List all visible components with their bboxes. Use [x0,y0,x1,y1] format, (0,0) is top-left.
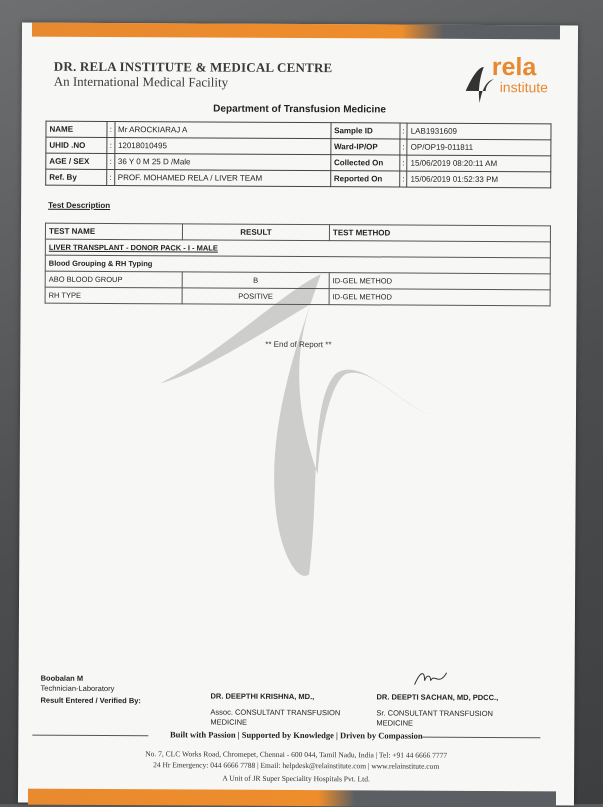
doctor2-name: DR. DEEPTI SACHAN, MD, PDCC., [376,692,499,703]
footer-color-bar [28,789,556,807]
doctor2-block [376,692,498,729]
test-name: ABO BLOOD GROUP [45,271,182,288]
logo-subword: institute [499,79,549,96]
info-value: 12018010495 [114,138,330,155]
info-colon: : [107,169,114,185]
test-result: POSITIVE [182,288,329,305]
info-colon: : [107,121,114,137]
info-value: OP/OP19-011811 [407,139,551,156]
table-row [45,287,550,306]
info-label: Sample ID [331,123,400,139]
info-label: Collected On [330,155,399,171]
info-label: UHID .NO [46,137,107,153]
patient-info-table [45,121,551,189]
info-value: LAB1931609 [407,123,551,140]
test-method: ID-GEL METHOD [329,289,550,306]
info-colon: : [107,153,114,169]
info-value: 36 Y 0 M 25 D /Male [114,154,330,171]
info-label: Ward-IP/OP [330,139,399,155]
handwritten-signature-icon [411,667,451,691]
hospital-subtitle: An International Medical Facility [53,73,229,90]
panel-name: LIVER TRANSPLANT - DONOR PACK - I - MALE [45,239,550,258]
footer-address-line3: A Unit of JR Super Speciality Hospitals Pvt. Ltd. [222,773,370,784]
technician-block [40,674,141,707]
header-result: RESULT [182,224,329,241]
info-colon: : [400,171,407,187]
end-of-report: ** End of Report ** [265,339,332,350]
info-label: NAME [46,121,107,137]
info-value: 15/06/2019 08:20:11 AM [407,155,551,172]
doctor1-name: DR. DEEPTHI KRISHNA, MD., [210,691,315,702]
doctor2-role-line1: Sr. CONSULTANT TRANSFUSION [376,708,494,719]
info-label: Ref. By [46,169,107,185]
footer-tagline: Built with Passion | Supported by Knowledge | Driven by Compassion [169,729,423,741]
info-colon: : [400,155,407,171]
test-method: ID-GEL METHOD [329,273,550,290]
header-color-bar [32,23,560,40]
department-title: Department of Transfusion Medicine [213,103,387,116]
info-colon: : [400,139,407,155]
info-colon: : [400,123,407,139]
report-sheet [18,23,578,806]
doctor1-role-line2: MEDICINE [210,717,248,727]
footer-address-line1: No. 7, CLC Works Road, Chromepet, Chennai - 600 044, Tamil Nadu, India | Tel: +91 44 6666 7777 [145,749,448,760]
info-value: PROF. MOHAMED RELA / LIVER TEAM [114,170,330,187]
info-label: Reported On [330,171,399,187]
technician-role: Technician-Laboratory [40,683,115,694]
doctor1-block [210,692,340,729]
info-value: Mr AROCKIARAJ A [115,122,331,139]
header-test-name: TEST NAME [45,223,182,240]
test-description-label: Test Description [48,200,111,211]
logo-wordmark: rela [491,53,537,82]
doctor2-role-line2: MEDICINE [376,718,414,728]
hospital-name: DR. RELA INSTITUTE & MEDICAL CENTRE [53,58,333,76]
header-test-method: TEST METHOD [329,225,550,242]
test-name: RH TYPE [45,287,182,304]
doctor1-role-line1: Assoc. CONSULTANT TRANSFUSION [210,707,341,718]
entered-verified-label: Result Entered / Verified By: [40,695,141,706]
technician-name: Boobalan M [40,673,84,683]
footer-address-line2: 24 Hr Emergency: 044 6666 7788 | Email: helpdesk@relainstitute.com | www.relainstitute.com [153,760,440,771]
info-row [46,169,551,188]
results-table [45,223,551,307]
info-label: AGE / SEX [46,153,107,169]
info-value: 15/06/2019 01:52:33 PM [407,171,551,188]
test-result: B [182,272,329,289]
info-colon: : [107,137,114,153]
group-name: Blood Grouping & RH Typing [45,255,550,274]
